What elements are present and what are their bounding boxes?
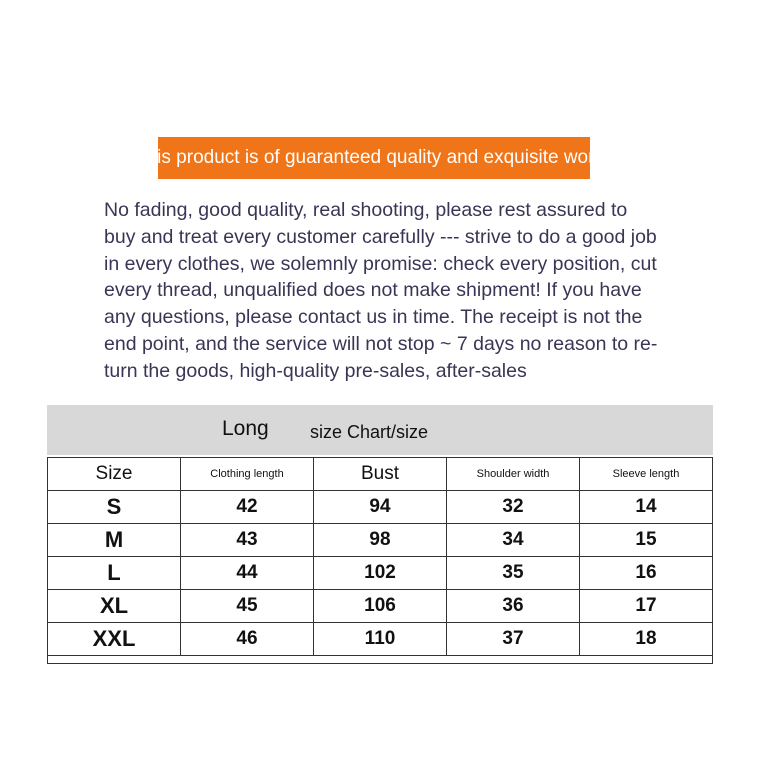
table-header-row [48, 458, 713, 491]
value-cell: 43 [181, 524, 314, 557]
description-line: buy and treat every customer carefully --- strive to do a good job [104, 225, 657, 248]
value-cell: 17 [580, 590, 713, 623]
value-cell: 35 [447, 557, 580, 590]
table-row [48, 491, 713, 524]
value-cell: 94 [314, 491, 447, 524]
description-line: any questions, please contact us in time. The receipt is not the [104, 306, 643, 329]
size-cell: XXL [48, 623, 181, 656]
table-row [48, 557, 713, 590]
value-cell: 106 [314, 590, 447, 623]
column-header-sleeve-length: Sleeve length [580, 458, 713, 491]
table-row [48, 623, 713, 656]
size-table [47, 457, 713, 656]
value-cell: 98 [314, 524, 447, 557]
column-header-clothing-length: Clothing length [181, 458, 314, 491]
value-cell: 44 [181, 557, 314, 590]
size-cell: L [48, 557, 181, 590]
value-cell: 18 [580, 623, 713, 656]
value-cell: 37 [447, 623, 580, 656]
column-header-size: Size [48, 458, 181, 491]
description-line: No fading, good quality, real shooting, please rest assured to [104, 199, 628, 221]
size-cell: S [48, 491, 181, 524]
table-bottom-strip [47, 654, 713, 664]
column-header-shoulder-width: Shoulder width [447, 458, 580, 491]
description [104, 197, 744, 385]
value-cell: 16 [580, 557, 713, 590]
value-cell: 32 [447, 491, 580, 524]
value-cell: 110 [314, 623, 447, 656]
size-cell: XL [48, 590, 181, 623]
description-line: every thread, unqualified does not make shipment! If you have [104, 279, 642, 302]
table-row [48, 590, 713, 623]
value-cell: 34 [447, 524, 580, 557]
description-line: end point, and the service will not stop ~ 7 days no reason to re- [104, 332, 658, 355]
value-cell: 36 [447, 590, 580, 623]
value-cell: 46 [181, 623, 314, 656]
table-row [48, 524, 713, 557]
value-cell: 102 [314, 557, 447, 590]
description-line: in every clothes, we solemnly promise: check every position, cut [104, 252, 657, 275]
size-chart-title: size Chart/size [310, 422, 429, 442]
size-cell: M [48, 524, 181, 557]
value-cell: 42 [181, 491, 314, 524]
size-chart-title-long: Long [222, 417, 269, 440]
description-line: turn the goods, high-quality pre-sales, after-sales [104, 359, 527, 382]
banner-text: This product is of guaranteed quality and exquisite workmanship [135, 147, 676, 168]
value-cell: 15 [580, 524, 713, 557]
value-cell: 45 [181, 590, 314, 623]
value-cell: 14 [580, 491, 713, 524]
column-header-bust: Bust [314, 458, 447, 491]
